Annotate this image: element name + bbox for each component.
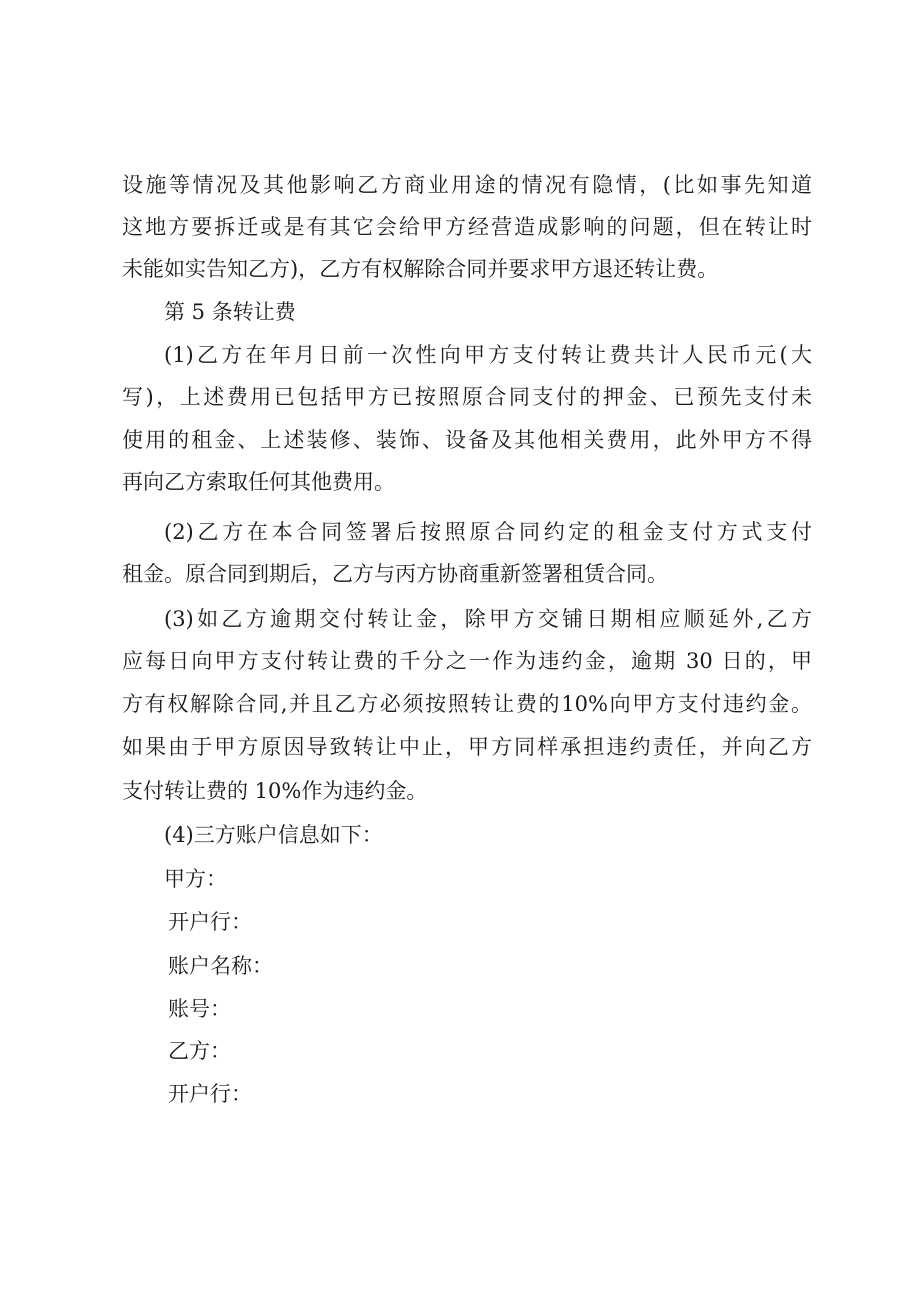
- paragraph-line: 应每日向甲方支付转让费的千分之一作为违约金，逾期 30 日的，甲: [122, 649, 812, 673]
- paragraph-line: 如果由于甲方原因导致转让中止，甲方同样承担违约责任，并向乙方: [122, 735, 812, 759]
- paragraph-line: (3)如乙方逾期交付转让金，除甲方交铺日期相应顺延外,乙方: [164, 607, 812, 631]
- party-b-label: 乙方：: [168, 1039, 231, 1063]
- paragraph-line: 这地方要拆迁或是有其它会给甲方经营造成影响的问题，但在转让时: [122, 215, 812, 239]
- paragraph-line: (2)乙方在本合同签署后按照原合同约定的租金支付方式支付: [164, 520, 812, 544]
- account-name-label: 账户名称：: [168, 954, 273, 978]
- bank-label: 开户行：: [168, 1082, 252, 1106]
- bank-label: 开户行：: [168, 910, 252, 934]
- paragraph-line: 再向乙方索取任何其他费用。: [122, 470, 395, 494]
- paragraph-line: 写)，上述费用已包括甲方已按照原合同支付的押金、已预先支付未: [122, 385, 812, 409]
- paragraph-line: 租金。原合同到期后，乙方与丙方协商重新签署租赁合同。: [122, 562, 668, 586]
- article-heading: 第 5 条转让费: [164, 300, 296, 324]
- paragraph-line: (4)三方账户信息如下：: [164, 823, 383, 847]
- paragraph-line: (1)乙方在年月日前一次性向甲方支付转让费共计人民币元(大: [164, 343, 812, 367]
- paragraph-line: 未能如实告知乙方)，乙方有权解除合同并要求甲方退还转让费。: [122, 257, 719, 281]
- paragraph-line: 使用的租金、上述装修、装饰、设备及其他相关费用，此外甲方不得: [122, 428, 812, 452]
- paragraph-line: 设施等情况及其他影响乙方商业用途的情况有隐情，(比如事先知道: [122, 173, 812, 197]
- paragraph-line: 支付转让费的 10%作为违约金。: [122, 779, 428, 803]
- party-a-label: 甲方：: [164, 867, 227, 891]
- account-number-label: 账号：: [168, 997, 231, 1021]
- paragraph-line: 方有权解除合同,并且乙方必须按照转让费的10%向甲方支付违约金。: [122, 692, 812, 716]
